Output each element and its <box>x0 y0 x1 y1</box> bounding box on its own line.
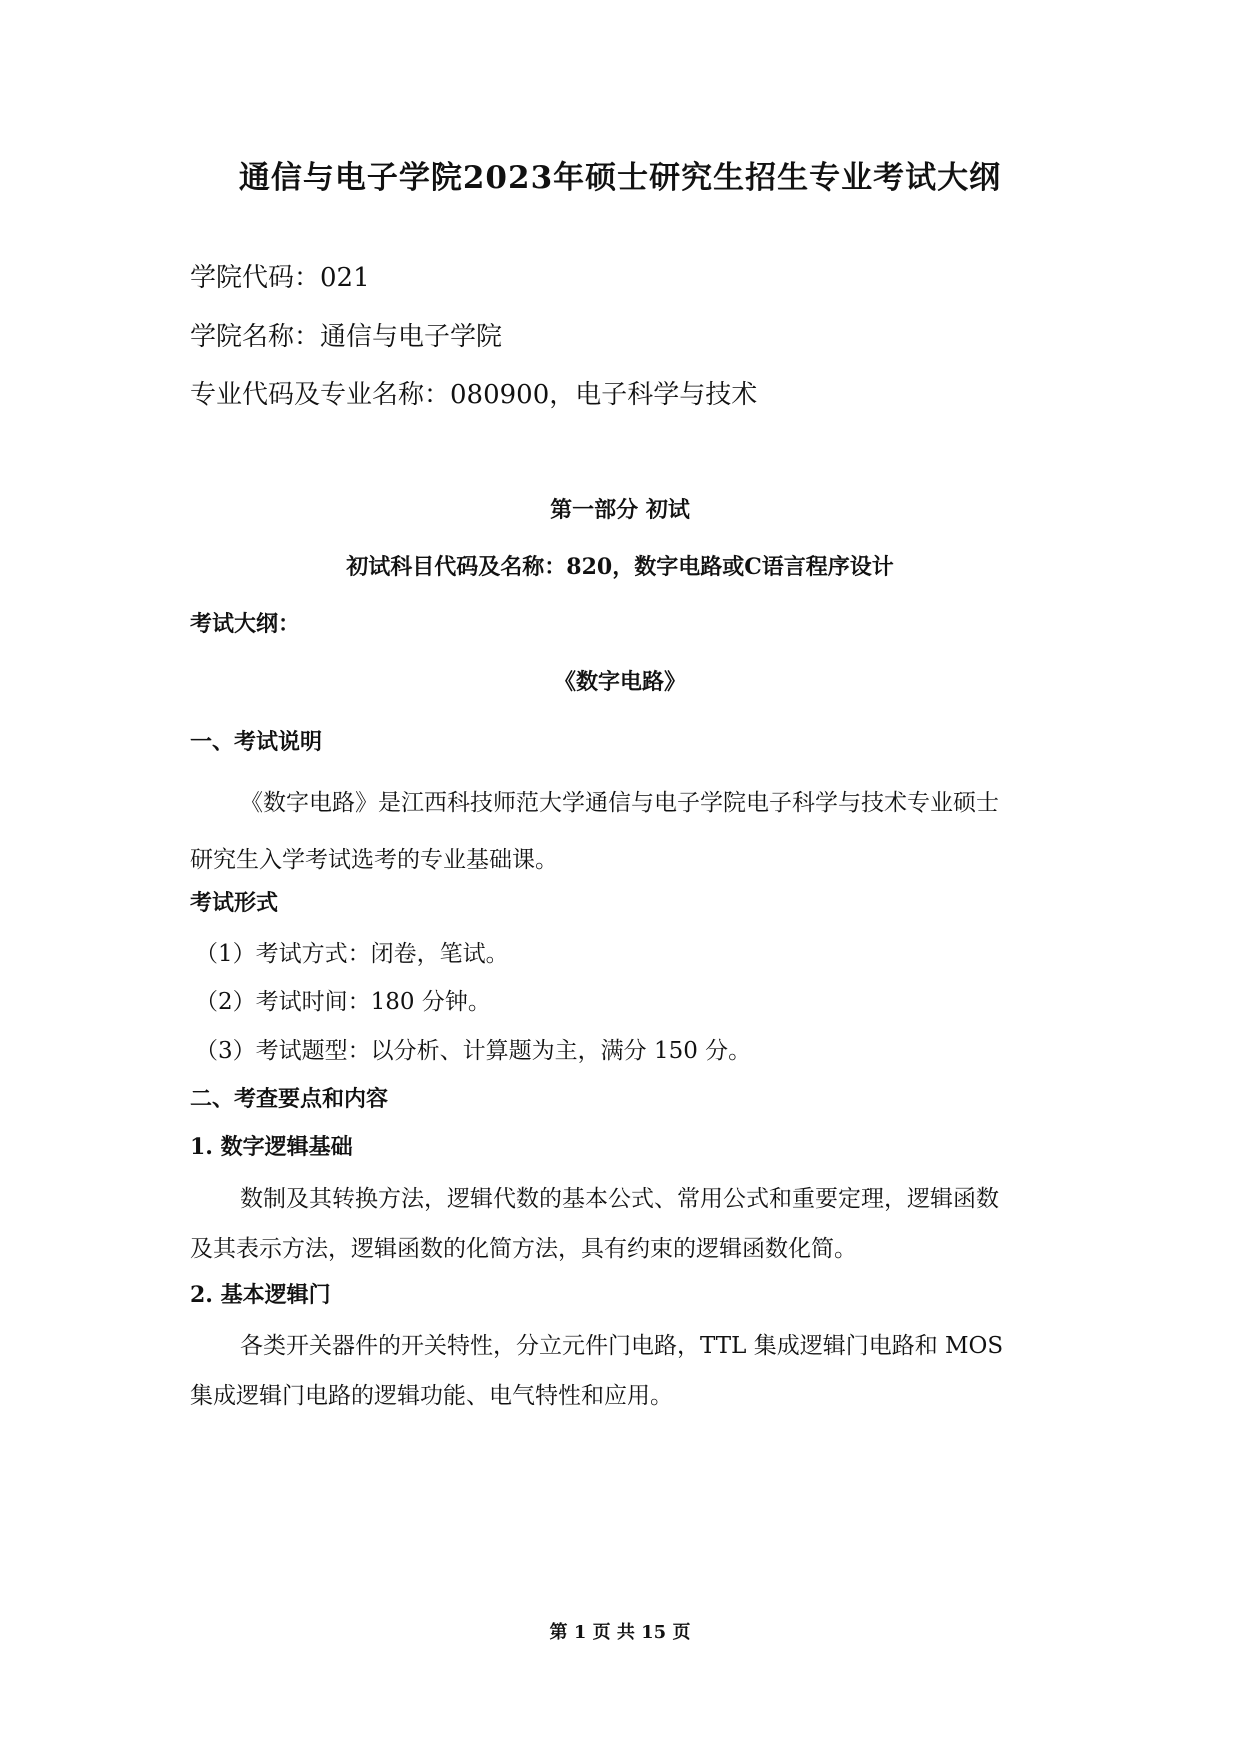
section2-heading: 二、考查要点和内容 <box>190 1086 389 1112</box>
subsection1-heading: 1. 数字逻辑基础 <box>190 1134 353 1160</box>
page-footer: 第 1 页 共 15 页 <box>549 1622 691 1643</box>
college-name: 学院名称：通信与电子学院 <box>190 322 503 352</box>
exam-form-heading: 考试形式 <box>190 890 279 916</box>
section1-para-line1: 《数字电路》是江西科技师范大学通信与电子学院电子科学与技术专业硕士 <box>240 790 999 816</box>
document-title: 通信与电子学院2023年硕士研究生招生专业考试大纲 <box>238 160 1002 196</box>
subsection2-line2: 集成逻辑门电路的逻辑功能、电气特性和应用。 <box>190 1383 673 1409</box>
major-code-name: 专业代码及专业名称：080900，电子科学与技术 <box>190 380 758 410</box>
subject-line: 初试科目代码及名称：820，数字电路或C语言程序设计 <box>346 554 894 580</box>
exam-form-item: （2）考试时间：180 分钟。 <box>195 989 491 1015</box>
part-heading: 第一部分 初试 <box>550 497 690 523</box>
subsection2-heading: 2. 基本逻辑门 <box>190 1282 331 1308</box>
section1-para-line2: 研究生入学考试选考的专业基础课。 <box>190 847 558 873</box>
exam-form-item: （3）考试题型：以分析、计算题为主，满分 150 分。 <box>195 1038 752 1064</box>
section1-heading: 一、考试说明 <box>190 729 323 755</box>
college-code: 学院代码：021 <box>190 263 370 293</box>
book-title: 《数字电路》 <box>553 669 686 695</box>
outline-label: 考试大纲： <box>190 611 301 637</box>
subsection2-line1: 各类开关器件的开关特性，分立元件门电路，TTL 集成逻辑门电路和 MOS <box>240 1333 1004 1359</box>
subsection1-line1: 数制及其转换方法，逻辑代数的基本公式、常用公式和重要定理，逻辑函数 <box>240 1186 999 1212</box>
subsection1-line2: 及其表示方法，逻辑函数的化简方法，具有约束的逻辑函数化简。 <box>190 1236 857 1262</box>
exam-form-item: （1）考试方式：闭卷，笔试。 <box>195 941 509 967</box>
